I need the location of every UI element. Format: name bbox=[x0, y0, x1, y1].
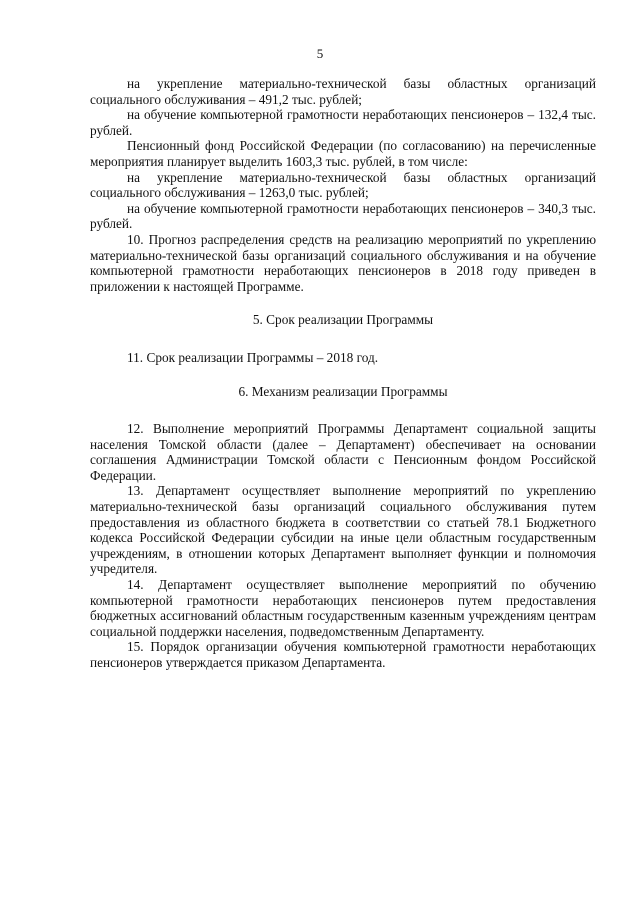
page-number: 5 bbox=[316, 46, 324, 61]
paragraph: 12. Выполнение мероприятий Программы Департамент социальной защиты населения Томской области (далее – Департамент) обеспечивает на основании соглашения Администрации Томской области с Пенсионным фондом Российской Федерации. bbox=[90, 421, 596, 483]
paragraph: 13. Департамент осуществляет выполнение мероприятий по укреплению материально-технической базы организаций социального обслуживания путем предоставления из областного бюджета в соответствии со статьей 78.1 Бюджетного кодекса Российской Федерации субсидии на иные цели областным государственным учреждениям, в отношении которых Департамент выполняет функции и полномочия учредителя. bbox=[90, 483, 596, 577]
section-5-heading: 5. Срок реализации Программы bbox=[252, 312, 434, 328]
paragraph: 14. Департамент осуществляет выполнение мероприятий по обучению компьютерной грамотности неработающих пенсионеров путем предоставления бюджетных ассигнований областным государственным казенным учреждениям центрам социальной поддержки населения, подведомственным Департаменту. bbox=[90, 577, 596, 639]
paragraph: Пенсионный фонд Российской Федерации (по согласованию) на перечисленные мероприятия планирует выделить 1603,3 тыс. рублей, в том числе: bbox=[90, 138, 596, 169]
paragraph: на обучение компьютерной грамотности неработающих пенсионеров – 340,3 тыс. рублей. bbox=[90, 200, 596, 232]
document-body bbox=[90, 76, 596, 671]
section-6-heading: 6. Механизм реализации Программы bbox=[238, 383, 448, 399]
paragraph: на укрепление материально-технической базы областных организаций социального обслуживания – 491,2 тыс. рублей; bbox=[90, 76, 596, 107]
paragraph: 10. Прогноз распределения средств на реализацию мероприятий по укреплению материально-технической базы организаций социального обслуживания и на обучение компьютерной грамотности неработающих пенсионеров в 2018 году приведен в приложении к настоящей Программе. bbox=[90, 231, 596, 294]
paragraph: 15. Порядок организации обучения компьютерной грамотности неработающих пенсионеров утверждается приказом Департамента. bbox=[90, 639, 596, 670]
paragraph: на укрепление материально-технической базы областных организаций социального обслуживания – 1263,0 тыс. рублей; bbox=[90, 169, 596, 201]
paragraph: 11. Срок реализации Программы – 2018 год. bbox=[127, 349, 379, 365]
paragraph: на обучение компьютерной грамотности неработающих пенсионеров – 132,4 тыс. рублей. bbox=[90, 107, 596, 138]
